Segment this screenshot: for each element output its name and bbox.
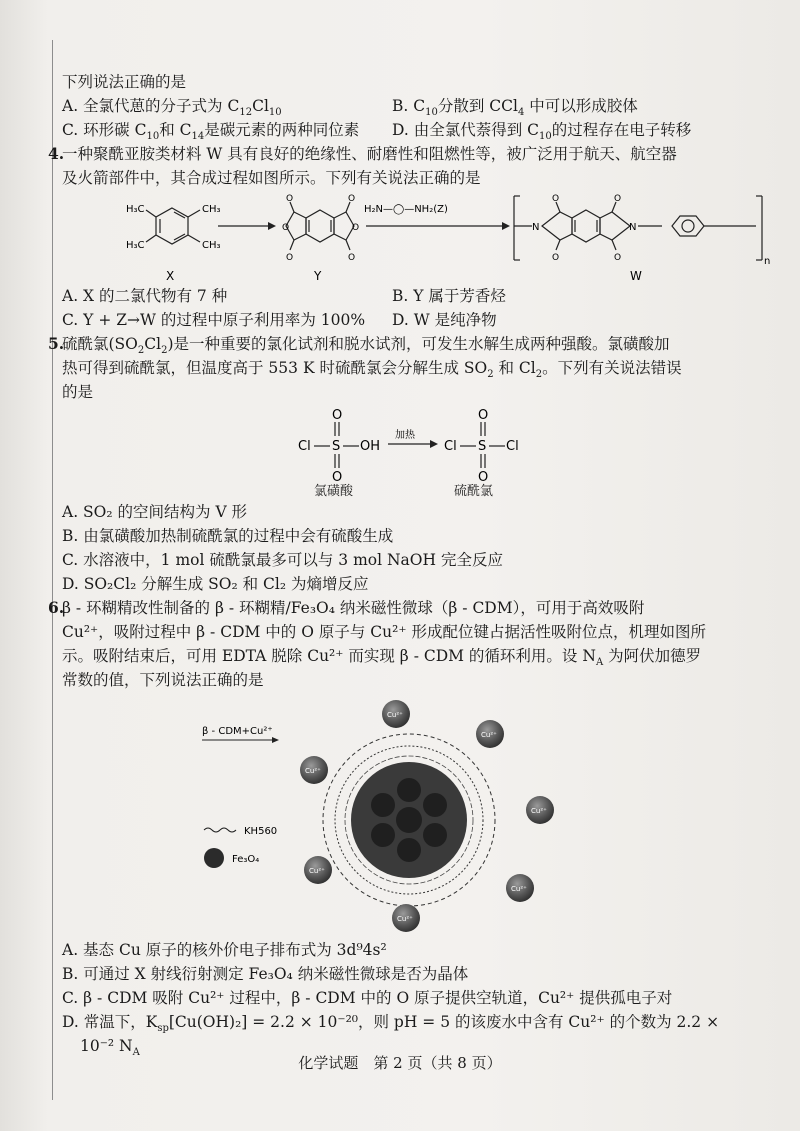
svg-text:Cu²⁺: Cu²⁺ (397, 915, 413, 923)
q5-stem-2: 热可得到硫酰氯，但温度高于 553 K 时硫酰氯会分解生成 $SO_2$ 和 $Cl_2$。下列有关说法错误 (62, 359, 682, 381)
svg-text:O: O (332, 470, 343, 485)
q6-stem-1: 6. β - 环糊精改性制备的 β - 环糊精/Fe₃O₄ 纳米磁性微球（β - CDM），可用于高效吸附 (62, 596, 774, 620)
svg-text:O: O (348, 253, 356, 263)
arrow-x-to-y-head (268, 222, 276, 230)
label-z: H₂N—◯—NH₂(Z) (364, 204, 448, 215)
x-label-ch3-top: CH₃ (202, 204, 221, 215)
q3-option-c: C. 环形碳 $C_{10}$和 $C_{14}$是碳元素的两种同位素 (62, 121, 360, 143)
legend-kh560: KH560 (244, 826, 278, 837)
q5-reaction-figure (62, 404, 774, 500)
svg-text:S: S (332, 439, 341, 454)
q4-number: 4. (48, 144, 65, 163)
q6-stem-4: 常数的值，下列说法正确的是 (62, 671, 264, 689)
q4-options-row-2 (62, 308, 774, 332)
q4-stem-2: 及火箭部件中，其合成过程如图所示。下列有关说法正确的是 (62, 169, 481, 187)
q6-number: 6. (48, 598, 65, 617)
q5-stem-3: 的是 (62, 383, 94, 401)
binding-margin-line (52, 40, 53, 1100)
fe3o4-legend-icon (204, 848, 224, 868)
svg-text:O: O (286, 194, 294, 204)
svg-text:O: O (552, 194, 560, 204)
q5-stem-1: 5. 硫酰氯$(SO_2Cl_2)$是一种重要的氯化试剂和脱水试剂，可发生水解生成两种强酸。氯磺酸加 (48, 334, 670, 357)
q3-lead: 下列说法正确的是 (62, 73, 187, 91)
molecule-x (146, 208, 200, 244)
q6-option-d-continued: 10⁻² $N_A$ (80, 1037, 140, 1059)
page-content (48, 70, 774, 1059)
label-chlorosulfonic-acid: 氯磺酸 (314, 484, 354, 499)
svg-text:Cu²⁺: Cu²⁺ (305, 767, 321, 775)
svg-text:Cl: Cl (298, 439, 311, 454)
svg-text:Cl: Cl (444, 439, 457, 454)
q3-options-row-2 (62, 118, 774, 142)
q6-option-c: C. β - CDM 吸附 Cu²⁺ 过程中，β - CDM 中的 O 原子提供空轨道，Cu²⁺ 提供孤电子对 (62, 989, 673, 1007)
x-label-h3c-bottom: H₃C (126, 240, 145, 251)
svg-text:Cu²⁺: Cu²⁺ (481, 731, 497, 739)
svg-text:O: O (614, 253, 622, 263)
q4-option-c: C. Y + Z→W 的过程中原子利用率为 100% (62, 311, 366, 329)
q6-option-d: D. 常温下，$K_{sp}[Cu(OH)_2] = 2.2 \times 10^{-20}$，则 pH = 5 的该废水中含有 Cu²⁺ 的个数为 2.2 × (62, 1013, 720, 1035)
heat-label: 加热 (395, 430, 415, 441)
svg-text:O: O (352, 223, 360, 233)
w-subscript-n: n (764, 256, 771, 267)
svg-text:S: S (478, 439, 487, 454)
svg-text:O: O (332, 408, 343, 423)
svg-text:O: O (478, 470, 489, 485)
svg-text:Cu²⁺: Cu²⁺ (531, 807, 547, 815)
svg-text:Cu²⁺: Cu²⁺ (387, 711, 403, 719)
q6-stem-3: 示。吸附结束后，可用 EDTA 脱除 Cu²⁺ 而实现 β - CDM 的循环利用。设 $N_A$ 为阿伏加德罗 (62, 647, 702, 669)
label-x: X (166, 269, 175, 283)
q5-number: 5. (48, 334, 65, 353)
x-label-h3c-top: H₃C (126, 204, 145, 215)
q5-reaction-scheme (62, 404, 774, 500)
svg-text:O: O (478, 408, 489, 423)
molecule-y (286, 202, 354, 250)
arrow-y-to-w-head (502, 222, 510, 230)
page-footer: 化学试题 第 2 页（共 8 页） (298, 1054, 502, 1072)
kh560-legend-icon (204, 828, 236, 832)
q4-synthesis-figure (62, 190, 774, 284)
q6-mechanism-diagram (62, 692, 774, 938)
q4-reaction-scheme (62, 190, 774, 284)
q5-option-b: B. 由氯磺酸加热制硫酰氯的过程中会有硫酸生成 (62, 527, 394, 545)
q3-option-b: B. $C_{10}$分散到 CCl$_4$ 中可以形成胶体 (392, 97, 638, 119)
svg-text:O: O (614, 194, 622, 204)
q4-options-row-1 (62, 284, 774, 308)
svg-text:O: O (552, 253, 560, 263)
q5-option-c: C. 水溶液中，1 mol 硫酰氯最多可以与 3 mol NaOH 完全反应 (62, 551, 503, 569)
q4-option-a: A. X 的二氯代物有 7 种 (62, 287, 228, 305)
q4-stem-1: 4. 一种聚酰亚胺类材料 W 具有良好的绝缘性、耐磨性和阻燃性等，被广泛用于航天、航空器 (62, 142, 774, 166)
legend-fe3o4: Fe₃O₄ (232, 854, 260, 865)
q6-adsorption-figure (62, 692, 774, 938)
svg-text:Cu²⁺: Cu²⁺ (309, 867, 325, 875)
svg-text:OH: OH (360, 439, 381, 454)
q5-option-a: A. SO₂ 的空间结构为 V 形 (62, 503, 248, 521)
q6-stem-2: Cu²⁺，吸附过程中 β - CDM 中的 O 原子与 Cu²⁺ 形成配位键占据活性吸附位点，机理如图所 (62, 623, 706, 641)
label-sulfuryl-chloride: 硫酰氯 (454, 484, 494, 499)
q4-option-d: D. W 是纯净物 (392, 311, 497, 329)
svg-text:N: N (629, 222, 637, 233)
q3-option-d: D. 由全氯代萘得到 $C_{10}$的过程存在电子转移 (392, 121, 692, 143)
q6-option-b: B. 可通过 X 射线衍射测定 Fe₃O₄ 纳米磁性微球是否为晶体 (62, 965, 469, 983)
q3-option-a: A. 全氯代葸的分子式为 $C_{12}Cl_{10}$ (62, 97, 282, 119)
svg-text:O: O (348, 194, 356, 204)
label-y: Y (314, 269, 322, 283)
q5-option-d: D. SO₂Cl₂ 分解生成 SO₂ 和 Cl₂ 为熵增反应 (62, 575, 369, 593)
svg-text:Cl: Cl (506, 439, 519, 454)
q4-option-b: B. Y 属于芳香烃 (392, 287, 506, 305)
q6-option-a: A. 基态 Cu 原子的核外价电子排布式为 3d⁹4s² (62, 941, 387, 959)
fig-arrow-label: β - CDM+Cu²⁺ (202, 726, 273, 737)
molecule-w (514, 196, 762, 260)
svg-text:Cu²⁺: Cu²⁺ (511, 885, 527, 893)
svg-text:O: O (286, 253, 294, 263)
q3-options-row-1 (62, 94, 774, 118)
x-label-ch3-bottom: CH₃ (202, 240, 221, 251)
label-w: W (630, 269, 642, 283)
svg-text:N: N (532, 222, 540, 233)
svg-text:O: O (282, 223, 290, 233)
